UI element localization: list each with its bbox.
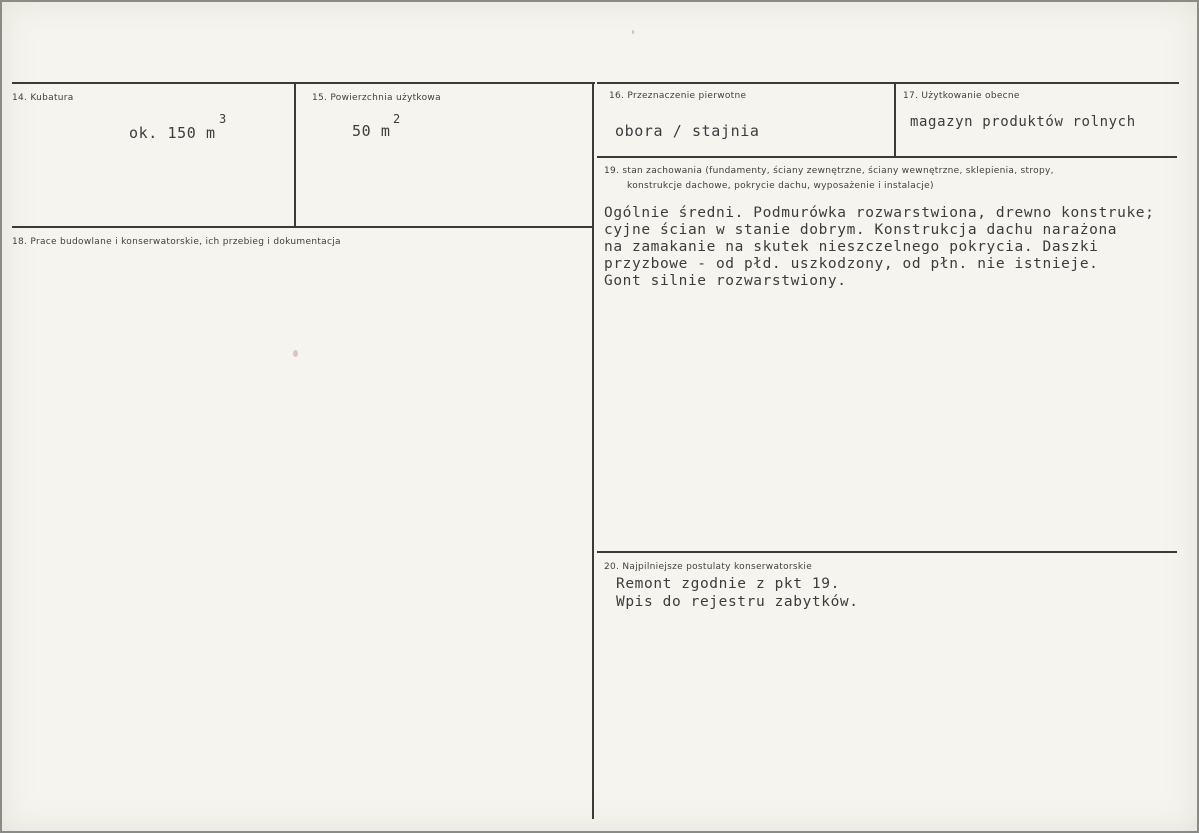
field-18-label: 18. Prace budowlane i konserwatorskie, ich przebieg i dokumentacja xyxy=(12,237,341,247)
field-20-line: Wpis do rejestru zabytków. xyxy=(616,594,859,610)
divider-14-15 xyxy=(294,84,296,227)
paper-spot xyxy=(293,350,298,357)
top-rule-right xyxy=(597,82,1179,84)
field-20-line: Remont zgodnie z pkt 19. xyxy=(616,576,840,592)
field-14-value: ok. 150 m xyxy=(129,124,216,142)
rule-under-14-15 xyxy=(12,226,592,228)
field-19-line: przyzbowe - od płd. uszkodzony, od płn. nie istnieje. xyxy=(604,256,1099,272)
field-19-label-line1: 19. stan zachowania (fundamenty, ściany zewnętrzne, ściany wewnętrzne, sklepienia, stropy, xyxy=(604,166,1054,176)
field-19-line: Gont silnie rozwarstwiony. xyxy=(604,273,847,289)
field-19-line: cyjne ścian w stanie dobrym. Konstrukcja dachu narażona xyxy=(604,222,1118,238)
field-16-label: 16. Przeznaczenie pierwotne xyxy=(609,91,747,101)
field-19-label-line2: konstrukcje dachowe, pokrycie dachu, wyposażenie i instalacje) xyxy=(627,181,934,191)
paper-spot xyxy=(632,30,634,34)
rule-under-16-17 xyxy=(597,156,1177,158)
field-15-exponent: 2 xyxy=(393,112,401,126)
field-15-label: 15. Powierzchnia użytkowa xyxy=(312,93,441,103)
rule-above-20 xyxy=(597,551,1177,553)
field-15-value: 50 m xyxy=(352,122,391,140)
field-19-line: Ogólnie średni. Podmurówka rozwarstwiona, drewno konstruke; xyxy=(604,205,1155,221)
top-rule-left xyxy=(12,82,595,84)
divider-center xyxy=(592,84,594,819)
record-card xyxy=(2,2,1197,831)
field-16-value: obora / stajnia xyxy=(615,122,760,140)
field-14-exponent: 3 xyxy=(219,112,227,126)
field-14-label: 14. Kubatura xyxy=(12,93,74,103)
divider-16-17 xyxy=(894,84,896,156)
field-17-label: 17. Użytkowanie obecne xyxy=(903,91,1020,101)
field-19-line: na zamakanie na skutek nieszczelnego pokrycia. Daszki xyxy=(604,239,1099,255)
field-20-label: 20. Najpilniejsze postulaty konserwatorskie xyxy=(604,562,813,572)
field-17-value: magazyn produktów rolnych xyxy=(910,114,1136,130)
